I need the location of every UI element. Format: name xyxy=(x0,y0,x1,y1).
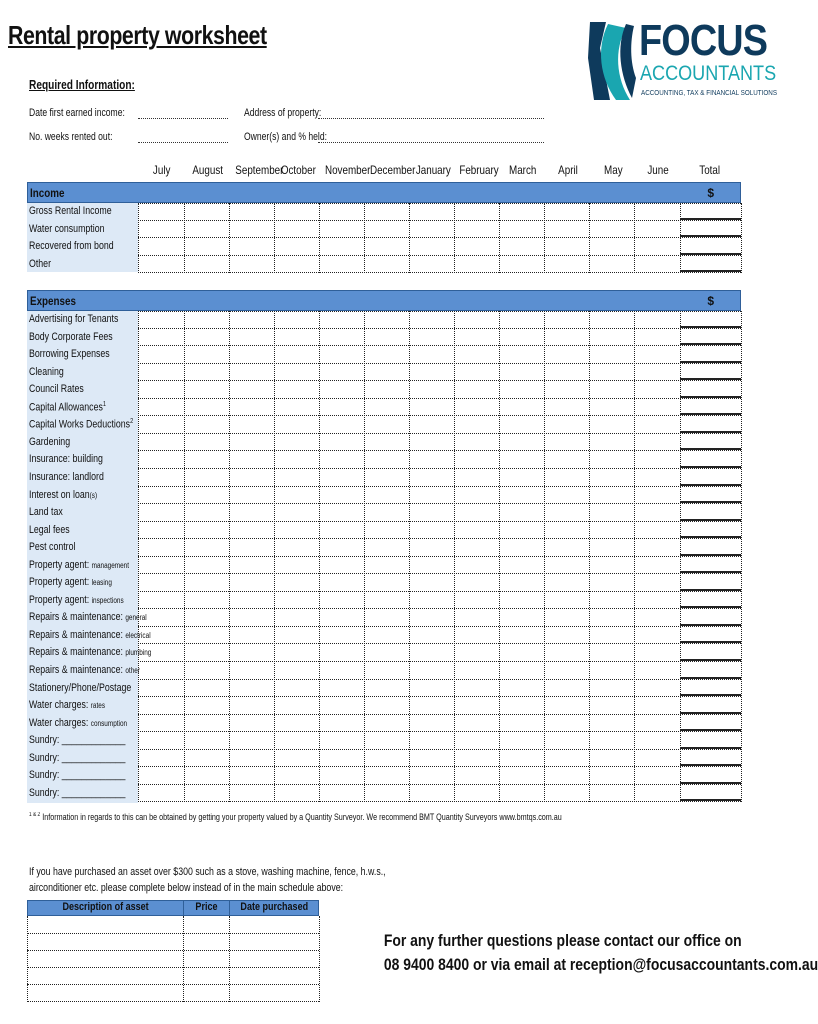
total-cell[interactable] xyxy=(680,712,741,714)
total-cell[interactable] xyxy=(680,413,741,415)
expense-label-main: Sundry: _____________ xyxy=(29,786,126,799)
contact-line2: 08 9400 8400 or via email at reception@focusaccountants.com.au xyxy=(383,955,818,974)
asset-row-line[interactable] xyxy=(27,933,319,934)
total-cell[interactable] xyxy=(680,694,741,696)
grid-column-line xyxy=(634,203,635,273)
month-label: October xyxy=(280,163,316,177)
total-cell[interactable] xyxy=(680,624,741,626)
grid-column-line xyxy=(634,311,635,802)
date-first-earned-label: Date first earned income: xyxy=(29,107,125,119)
expense-label-sub: management xyxy=(91,560,129,570)
expense-label-main: Interest on loan xyxy=(29,488,90,501)
month-label: February xyxy=(459,163,499,177)
row-label xyxy=(29,559,129,571)
total-cell[interactable] xyxy=(680,378,741,380)
grid-column-line xyxy=(454,203,455,273)
total-cell[interactable] xyxy=(680,218,741,220)
row-label xyxy=(29,401,106,414)
asset-col-date: Date purchased xyxy=(229,900,319,916)
contact-message xyxy=(350,929,818,977)
expense-label-main: Repairs & maintenance: xyxy=(29,628,126,641)
asset-column-line xyxy=(27,916,28,1002)
footnote-marker: 1 & 2 xyxy=(29,812,41,818)
expenses-heading: Expenses xyxy=(30,294,76,308)
row-label xyxy=(29,752,125,764)
expense-label-main: Repairs & maintenance: xyxy=(29,611,126,624)
row-label xyxy=(29,787,125,799)
row-label xyxy=(29,541,75,553)
owners-label: Owner(s) and % held: xyxy=(244,131,327,143)
row-label: Recovered from bond xyxy=(29,240,114,252)
expense-label-main: Council Rates xyxy=(29,383,84,396)
grid-column-line xyxy=(589,203,590,273)
expense-label-sub: (s) xyxy=(89,490,98,500)
grid-column-line xyxy=(499,311,500,802)
required-heading: Required Information: xyxy=(29,77,135,92)
expense-label-main: Water charges: xyxy=(29,699,91,712)
grid-column-line xyxy=(544,203,545,273)
row-label: Water consumption xyxy=(29,222,105,235)
expense-label-main: Repairs & maintenance: xyxy=(29,646,126,659)
expense-label-main: Body Corporate Fees xyxy=(29,330,113,343)
total-cell[interactable] xyxy=(680,606,741,608)
total-cell[interactable] xyxy=(680,466,741,468)
expense-label-main: Capital Allowances xyxy=(29,401,103,414)
month-header xyxy=(139,163,185,177)
expense-label-sub: consumption xyxy=(90,718,128,728)
row-label xyxy=(29,418,133,431)
expenses-currency: $ xyxy=(707,294,714,308)
total-cell[interactable] xyxy=(680,343,741,345)
month-header xyxy=(365,163,416,177)
owners-field[interactable] xyxy=(318,141,544,143)
month-label: April xyxy=(558,163,578,177)
address-label: Address of property: xyxy=(244,107,322,119)
grid-column-line xyxy=(499,203,500,273)
total-cell[interactable] xyxy=(680,519,741,521)
expense-label-main: Sundry: _____________ xyxy=(29,769,126,782)
total-cell[interactable] xyxy=(680,589,741,591)
month-label: June xyxy=(647,163,669,177)
company-logo xyxy=(586,16,778,104)
total-cell[interactable] xyxy=(680,431,741,433)
total-header: Total xyxy=(699,163,721,177)
asset-row-line[interactable] xyxy=(27,984,319,985)
expense-label-main: Property agent: xyxy=(29,576,92,589)
expense-label-sub: leasing xyxy=(91,578,112,588)
month-header xyxy=(635,163,681,177)
grid-column-line xyxy=(454,311,455,802)
expense-label-main: Legal fees xyxy=(29,523,70,536)
grid-column-line xyxy=(364,203,365,273)
total-cell[interactable] xyxy=(680,501,741,503)
expense-label-sub: rates xyxy=(90,701,106,711)
asset-col-price: Price xyxy=(183,900,230,916)
date-first-earned-field[interactable] xyxy=(138,117,228,119)
row-label xyxy=(29,664,140,676)
total-cell[interactable] xyxy=(680,448,741,450)
total-cell[interactable] xyxy=(680,361,741,363)
row-label xyxy=(29,524,70,536)
expense-label-main: Insurance: landlord xyxy=(29,470,104,483)
expense-label-main: Land tax xyxy=(29,506,63,519)
month-header xyxy=(320,163,371,177)
month-header xyxy=(185,163,231,177)
expenses-band xyxy=(27,290,741,311)
asset-column-line xyxy=(319,916,320,1002)
row-label xyxy=(29,436,70,448)
grid-column-line xyxy=(184,203,185,273)
month-label: December xyxy=(369,163,416,177)
row-label xyxy=(29,769,125,781)
month-header xyxy=(590,163,636,177)
total-cell[interactable] xyxy=(680,799,741,801)
month-header xyxy=(230,163,284,177)
row-label xyxy=(29,453,103,465)
row-label: Other xyxy=(29,257,52,270)
footnote-ref: 1 xyxy=(102,400,106,408)
asset-column-line xyxy=(183,916,184,1002)
expense-label-main: Sundry: _____________ xyxy=(29,751,126,764)
grid-column-line xyxy=(409,311,410,802)
row-label xyxy=(29,331,113,343)
income-heading: Income xyxy=(30,186,65,200)
month-label: March xyxy=(509,163,537,177)
expense-label-main: Repairs & maintenance: xyxy=(29,664,126,676)
asset-row-line[interactable] xyxy=(27,1001,319,1002)
expense-label-sub: electrical xyxy=(125,630,151,640)
weeks-rented-field[interactable] xyxy=(138,141,228,143)
expense-label-main: Borrowing Expenses xyxy=(29,348,110,361)
row-label xyxy=(29,366,64,378)
grid-column-line xyxy=(741,311,742,802)
asset-row-line[interactable] xyxy=(27,950,319,951)
month-header xyxy=(275,163,321,177)
grid-column-line xyxy=(589,311,590,802)
row-label xyxy=(29,646,151,658)
month-header xyxy=(545,163,591,177)
grid-column-line xyxy=(364,311,365,802)
month-label: January xyxy=(415,163,451,177)
expense-label-sub: general xyxy=(125,613,147,623)
page-title: Rental property worksheet xyxy=(8,20,267,50)
contact-line1: For any further questions please contact our office on xyxy=(383,931,742,950)
expense-label-main: Cleaning xyxy=(29,365,64,378)
grid-column-line xyxy=(274,203,275,273)
grid-column-line xyxy=(229,203,230,273)
total-cell[interactable] xyxy=(680,270,741,272)
expense-label-main: Water charges: xyxy=(29,716,91,729)
total-cell[interactable] xyxy=(680,484,741,486)
month-header xyxy=(500,163,546,177)
footnote xyxy=(29,812,562,822)
expense-label-main: Property agent: xyxy=(29,558,92,571)
weeks-rented-label: No. weeks rented out: xyxy=(29,131,113,143)
total-cell[interactable] xyxy=(680,764,741,766)
grid-column-line xyxy=(274,311,275,802)
grid-column-line xyxy=(409,203,410,273)
footnote-text: Information in regards to this can be obtained by getting your property valued by a Quantity Surveyor. We recommend BMT Quantity Surveyors www.bmtqs.com.au xyxy=(42,812,562,822)
grid-column-line xyxy=(741,203,742,273)
month-label: July xyxy=(153,163,171,177)
total-cell[interactable] xyxy=(680,235,741,237)
total-cell[interactable] xyxy=(680,677,741,679)
row-label xyxy=(29,506,63,518)
total-cell[interactable] xyxy=(680,782,741,784)
asset-note-line1: If you have purchased an asset over $300 such as a stove, washing machine, fence, h.w.s., xyxy=(29,866,386,878)
expense-label-main: Pest control xyxy=(29,541,76,554)
grid-column-line xyxy=(138,311,139,802)
row-label xyxy=(29,629,151,641)
month-header xyxy=(455,163,501,177)
grid-column-line xyxy=(544,311,545,802)
total-cell[interactable] xyxy=(680,747,741,749)
logo-sub: ACCOUNTANTS xyxy=(640,62,777,85)
grid-column-line xyxy=(229,311,230,802)
grid-column-line xyxy=(680,311,681,802)
month-label: August xyxy=(192,163,224,177)
asset-col-description: Description of asset xyxy=(27,900,184,916)
month-label: November xyxy=(324,163,371,177)
logo-tagline: ACCOUNTING, TAX & FINANCIAL SOLUTIONS xyxy=(641,90,778,97)
row-label xyxy=(29,383,84,395)
total-cell[interactable] xyxy=(680,253,741,255)
expense-label-main: Gardening xyxy=(29,435,71,448)
total-cell[interactable] xyxy=(680,659,741,661)
grid-column-line xyxy=(184,311,185,802)
expense-label-sub: inspections xyxy=(91,595,124,605)
footnote-ref: 2 xyxy=(130,418,134,426)
expense-label-sub: plumbing xyxy=(125,648,152,658)
total-cell[interactable] xyxy=(680,641,741,643)
row-label xyxy=(29,717,127,729)
income-band xyxy=(27,182,741,203)
month-header xyxy=(410,163,456,177)
expense-label-main: Property agent: xyxy=(29,593,92,606)
total-cell[interactable] xyxy=(680,571,741,573)
row-label xyxy=(29,471,104,483)
expense-label-sub: other xyxy=(125,666,140,675)
address-field[interactable] xyxy=(318,117,544,119)
total-cell[interactable] xyxy=(680,729,741,731)
row-label xyxy=(29,682,131,694)
month-label: September xyxy=(235,163,284,177)
total-cell[interactable] xyxy=(680,536,741,538)
total-cell[interactable] xyxy=(680,326,741,328)
expense-label-main: Advertising for Tenants xyxy=(29,313,119,325)
asset-column-line xyxy=(229,916,230,1002)
row-label xyxy=(29,313,118,325)
asset-row-line[interactable] xyxy=(27,967,319,968)
month-label: May xyxy=(603,163,623,177)
grid-column-line xyxy=(680,203,681,273)
row-label xyxy=(29,699,105,711)
total-cell[interactable] xyxy=(680,554,741,556)
expense-label-main: Stationery/Phone/Postage xyxy=(29,681,132,694)
expense-label-main: Sundry: _____________ xyxy=(29,734,126,747)
row-label: Gross Rental Income xyxy=(29,205,112,217)
total-cell[interactable] xyxy=(680,396,741,398)
logo-name: FOCUS xyxy=(639,16,768,65)
row-label xyxy=(29,734,125,746)
grid-column-line xyxy=(138,203,139,273)
expense-label-main: Capital Works Deductions xyxy=(29,418,131,431)
income-currency: $ xyxy=(707,186,714,200)
grid-column-line xyxy=(319,311,320,802)
row-label xyxy=(29,348,110,360)
expense-label-main: Insurance: building xyxy=(29,453,103,466)
asset-note-line2: airconditioner etc. please complete below instead of in the main schedule above: xyxy=(29,882,344,894)
row-label xyxy=(29,611,147,623)
row-label xyxy=(29,594,124,606)
row-label xyxy=(29,489,97,501)
grid-column-line xyxy=(319,203,320,273)
row-label xyxy=(29,576,112,588)
